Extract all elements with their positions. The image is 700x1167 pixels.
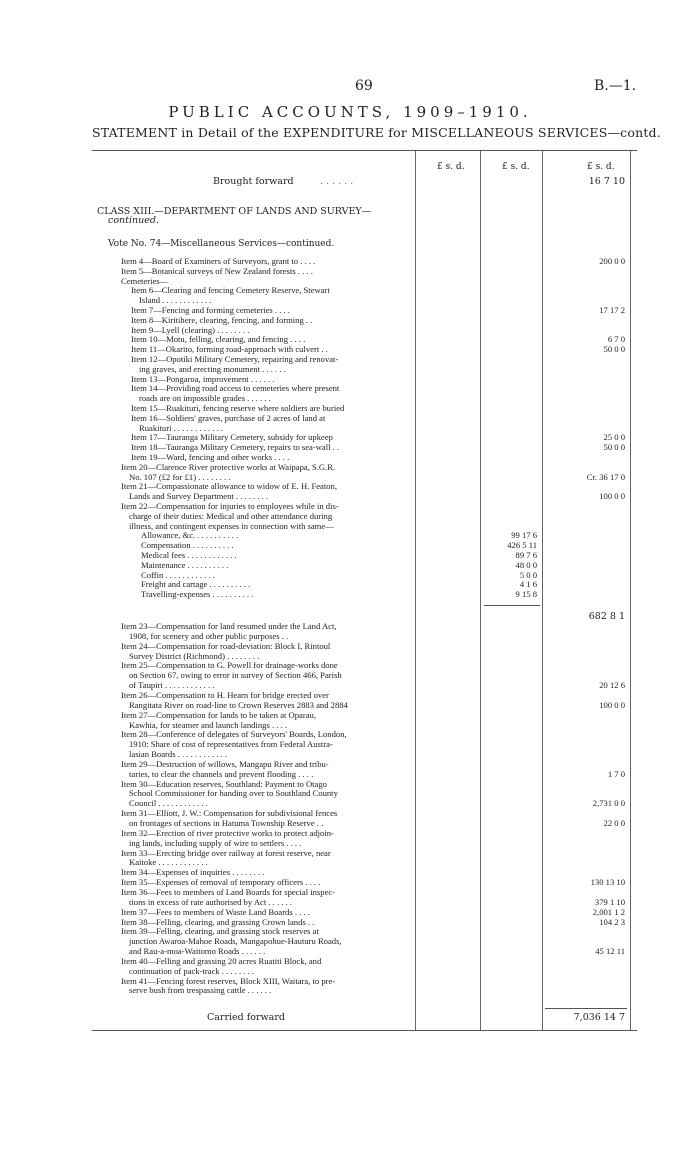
row-label: Item 16—Soldiers' graves, purchase of 2 acres of land at [131, 412, 326, 423]
brought-forward-total: 16 7 10 [588, 176, 625, 187]
table-row [0, 530, 700, 540]
row-label: of Taupiri . . . . . . . . . . . . [129, 680, 215, 691]
row-label: Item 27—Compensation for lands to be taken at Oparau, [121, 709, 316, 720]
row-label: Lands and Survey Department . . . . . . . . [129, 491, 269, 502]
table-top-rule [92, 150, 637, 151]
item-22-subtotal: 682 8 1 [588, 611, 625, 622]
row-amount-col3: 17 17 2 [599, 305, 625, 315]
row-label: on Section 67, owing to error in survey of Section 466, Parish [129, 670, 342, 681]
table-row [0, 315, 700, 325]
row-label: Item 38—Felling, clearing, and grassing Crown lands . . [121, 916, 315, 927]
row-label: Item 37—Fees to members of Waste Land Boards . . . . [121, 906, 310, 917]
table-row [0, 266, 700, 276]
row-label: Medical fees . . . . . . . . . . . . [141, 550, 237, 560]
row-amount-col3: 2,731 0 0 [592, 798, 625, 809]
table-row [0, 285, 700, 295]
table-row [0, 966, 700, 976]
table-row [0, 472, 700, 482]
table-row [0, 749, 700, 759]
table-row [0, 729, 700, 739]
table-row [0, 857, 700, 867]
table-row [0, 354, 700, 364]
row-label: Item 8—Kiritihere, clearing, fencing, and forming . . [131, 314, 313, 325]
table-row [0, 403, 700, 413]
row-label: Item 23—Compensation for land resumed under the Land Act, [121, 621, 337, 631]
table-row [0, 651, 700, 661]
brought-forward-label: Brought forward [213, 176, 294, 187]
table-row [0, 985, 700, 995]
table-row [0, 917, 700, 927]
row-label: Item 40—Felling and grassing 20 acres Ruatiti Block, and [121, 955, 322, 966]
row-label: Ruakituri . . . . . . . . . . . . [139, 422, 224, 433]
row-amount-col3: 6 7 0 [607, 334, 625, 345]
table-row [0, 501, 700, 511]
row-label: Item 35—Expenses of removal of temporary officers . . . . [121, 877, 321, 888]
table-row [0, 680, 700, 690]
carried-forward-rule [545, 1008, 627, 1009]
table-row [0, 769, 700, 779]
table-row [0, 295, 700, 305]
table-row [0, 936, 700, 946]
table-row [0, 700, 700, 710]
page-subtitle: STATEMENT in Detail of the EXPENDITURE for MISCELLANEOUS SERVICES—contd. [92, 125, 661, 140]
table-row [0, 848, 700, 858]
table-row [0, 887, 700, 897]
row-label: Item 41—Fencing forest reserves, Block XIII, Waitara, to pre- [121, 975, 336, 986]
table-row [0, 720, 700, 730]
row-label: Item 18—Tauranga Military Cemetery, repairs to sea-wall . . [131, 442, 340, 453]
table-row [0, 589, 700, 599]
table-row [0, 956, 700, 966]
row-label: Item 11—Okarito, forming road-approach with culvert . . [131, 344, 328, 355]
row-label: Coffin . . . . . . . . . . . . [141, 569, 215, 580]
class-heading: CLASS XIII.—DEPARTMENT OF LANDS AND SURVEY— [97, 206, 372, 217]
row-label: Item 19—Ward, fencing and other works . . . . [131, 452, 290, 462]
table-row [0, 374, 700, 384]
table-row [0, 818, 700, 828]
row-label: junction Awaroa-Mahoe Roads, Mangapohue-Hauturu Roads, [129, 936, 342, 947]
table-row [0, 383, 700, 393]
row-label: on frontages of sections in Hatuma Township Reserve . . [129, 818, 324, 828]
row-label: Item 31—Elliott, J. W.: Compensation for subdivisional fences [121, 808, 338, 819]
table-row [0, 413, 700, 423]
row-label: and Rau-a-moa-Waitomo Roads . . . . . . [129, 946, 266, 957]
row-label: Cemeteries— [121, 275, 169, 286]
table-row [0, 344, 700, 354]
table-row [0, 867, 700, 877]
row-label: No. 107 (£2 for £1) . . . . . . . . [129, 471, 231, 482]
row-amount-col2: 5 0 0 [519, 569, 537, 580]
table-row [0, 788, 700, 798]
row-label: Item 36—Fees to members of Land Boards for special inspec- [121, 886, 336, 897]
table-bottom-rule [92, 1030, 637, 1031]
table-row [0, 779, 700, 789]
class-heading-continued: continued. [108, 215, 159, 226]
row-amount-col3: 50 0 0 [603, 344, 625, 355]
row-label: Item 20—Clarence River protective works at Waipapa, S.G.R. [121, 461, 336, 472]
column-header-2: £ s. d. [502, 162, 530, 172]
row-amount-col3: 200 0 0 [599, 256, 625, 266]
row-label: Item 29—Destruction of willows, Mangapu River and tribu- [121, 758, 329, 769]
table-row [0, 442, 700, 452]
table-row [0, 256, 700, 266]
row-amount-col2: 89 7 6 [515, 550, 537, 560]
table-row [0, 393, 700, 403]
row-amount-col3: 25 0 0 [603, 432, 625, 443]
row-label: 1908, for scenery and other public purposes . . [129, 630, 289, 641]
row-label: Item 10—Motu, felling, clearing, and fencing . . . . [131, 334, 306, 345]
row-label: Item 34—Expenses of inquiries . . . . . . . . [121, 867, 265, 878]
table-row [0, 838, 700, 848]
column-header-3: £ s. d. [587, 162, 615, 172]
row-label: continuation of pack-track . . . . . . . . [129, 965, 255, 976]
table-row [0, 579, 700, 589]
table-row [0, 540, 700, 550]
table-row [0, 828, 700, 838]
table-row [0, 305, 700, 315]
row-amount-col3: 45 12 11 [595, 946, 625, 957]
row-amount-col2: 9 15 8 [515, 589, 537, 600]
row-label: Allowance, &c. . . . . . . . . . . [141, 530, 239, 541]
table-row [0, 926, 700, 936]
row-amount-col3: 1 7 0 [607, 768, 625, 779]
row-label: Kawhia, for steamer and launch landings . . . . [129, 719, 287, 730]
page-number: 69 [355, 78, 373, 94]
row-label: illness, and contingent expenses in connection with same— [129, 520, 334, 531]
table-row [0, 570, 700, 580]
row-label: Item 12—Opotiki Military Cemetery, repairing and renovat- [131, 354, 339, 364]
row-label: Kaitoke . . . . . . . . . . . . [129, 857, 208, 868]
table-row [0, 521, 700, 531]
table-row [0, 660, 700, 670]
row-amount-col3: 2,001 1 2 [592, 906, 625, 917]
row-label: 1910: Share of cost of representatives from Federal Austra- [129, 739, 333, 750]
row-amount-col3: 100 0 0 [599, 699, 625, 710]
table-row [0, 432, 700, 442]
table-row [0, 907, 700, 917]
row-label: Item 24—Compensation for road-deviation: Block I, Rintoul [121, 640, 331, 651]
row-label: Item 7—Fencing and forming cemeteries . . . . [131, 305, 290, 315]
brought-forward-dots: . . . . . . [320, 176, 354, 187]
row-amount-col3: 50 0 0 [603, 442, 625, 453]
row-amount-col3: 104 2 3 [599, 916, 625, 927]
table-row [0, 808, 700, 818]
table-row [0, 877, 700, 887]
row-label: Rangitata River on road-line to Crown Reserves 2883 and 2884 [129, 699, 348, 710]
row-label: Item 28—Conference of delegates of Surveyors' Boards, London, [121, 729, 347, 740]
table-row [0, 710, 700, 720]
row-amount-col3: 100 0 0 [599, 491, 625, 502]
table-row [0, 739, 700, 749]
row-amount-col2: 48 0 0 [515, 559, 537, 570]
table-row [0, 423, 700, 433]
row-amount-col3: 379 1 10 [594, 896, 625, 907]
row-amount-col3: Cr. 36 17 0 [586, 471, 625, 482]
row-label: ing lands, including supply of wire to settlers . . . . [129, 837, 302, 848]
row-label: Item 21—Compassionate allowance to widow of E. H. Featon, [121, 481, 337, 492]
row-label: Freight and cartage . . . . . . . . . . [141, 579, 251, 590]
row-label: taries, to clear the channels and prevent flooding . . . . [129, 768, 314, 779]
row-label: Compensation . . . . . . . . . . [141, 540, 234, 551]
row-label: serve bush from trespassing cattle . . . . . . [129, 985, 272, 996]
row-label: Maintenance . . . . . . . . . . [141, 559, 229, 570]
table-row [0, 621, 700, 631]
row-label: Item 32—Erection of river protective works to protect adjoin- [121, 827, 334, 838]
row-label: lasian Boards . . . . . . . . . . . . [129, 749, 228, 760]
table-row [0, 631, 700, 641]
row-label: Item 5—Botanical surveys of New Zealand forests . . . . [121, 265, 313, 276]
row-amount-col3: 22 0 0 [603, 818, 625, 828]
row-amount-col3: 130 13 10 [590, 877, 625, 888]
table-row [0, 759, 700, 769]
document-reference: B.—1. [594, 78, 637, 94]
row-label: ing graves, and erecting monument . . . . . . [139, 363, 286, 374]
carried-forward-total: 7,036 14 7 [573, 1012, 625, 1023]
row-amount-col2: 426 5 11 [507, 540, 537, 551]
row-label: Item 4—Board of Examiners of Surveyors, grant to . . . . [121, 256, 316, 266]
table-row [0, 511, 700, 521]
table-row [0, 452, 700, 462]
subtotal-rule [484, 605, 540, 606]
table-row [0, 334, 700, 344]
carried-forward-label: Carried forward [207, 1012, 285, 1023]
row-label: Item 17—Tauranga Military Cemetery, subsidy for upkeep [131, 432, 333, 443]
table-row [0, 897, 700, 907]
row-amount-col2: 99 17 6 [511, 530, 537, 541]
row-label: Item 14—Providing road access to cemeteries where present [131, 383, 340, 394]
table-row [0, 276, 700, 286]
table-row [0, 462, 700, 472]
vote-heading: Vote No. 74—Miscellaneous Services—continued. [108, 239, 335, 249]
row-label: Item 22—Compensation for injuries to employees while in dis- [121, 501, 339, 511]
column-header-1: £ s. d. [437, 162, 465, 172]
table-row [0, 364, 700, 374]
table-row [0, 641, 700, 651]
row-label: Island . . . . . . . . . . . . [139, 295, 212, 306]
row-label: Survey District (Richmond) . . . . . . . . [129, 650, 260, 661]
row-label: School Commissioner for handing over to Southland County [129, 788, 338, 799]
table-row [0, 690, 700, 700]
row-label: Item 9—Lyell (clearing) . . . . . . . . [131, 324, 250, 335]
row-label: Item 26—Compensation to H. Hearn for bridge erected over [121, 689, 329, 700]
table-row [0, 976, 700, 986]
table-row [0, 325, 700, 335]
table-row [0, 550, 700, 560]
row-label: roads are on impossible grades . . . . . . [139, 393, 271, 404]
row-label: Travelling-expenses . . . . . . . . . . [141, 589, 254, 600]
page-title: PUBLIC ACCOUNTS, 1909–1910. [168, 103, 532, 121]
row-label: Item 39—Felling, clearing, and grassing stock reserves at [121, 926, 319, 937]
table-row [0, 798, 700, 808]
row-label: Item 6—Clearing and fencing Cemetery Reserve, Stewart [131, 285, 330, 296]
table-row [0, 481, 700, 491]
row-label: tions in excess of rate authorised by Act . . . . . . [129, 896, 293, 907]
table-row [0, 560, 700, 570]
row-label: Item 30—Education reserves, Southland: Payment to Otago [121, 778, 327, 789]
row-label: Item 15—Ruakituri, fencing reserve where soldiers are buried [131, 403, 345, 413]
row-amount-col3: 20 12 6 [599, 680, 625, 691]
row-label: Item 25—Compensation to G. Powell for drainage-works done [121, 660, 338, 671]
row-label: Item 13—Pongaroa, improvement . . . . . . [131, 373, 275, 384]
row-label: Council . . . . . . . . . . . . [129, 798, 208, 809]
table-row [0, 491, 700, 501]
row-label: Item 33—Erecting bridge over railway at forest reserve, near [121, 847, 331, 858]
row-label: charge of their duties: Medical and other attendance during [129, 510, 333, 521]
table-row [0, 670, 700, 680]
row-amount-col2: 4 1 6 [519, 579, 537, 590]
table-row [0, 946, 700, 956]
